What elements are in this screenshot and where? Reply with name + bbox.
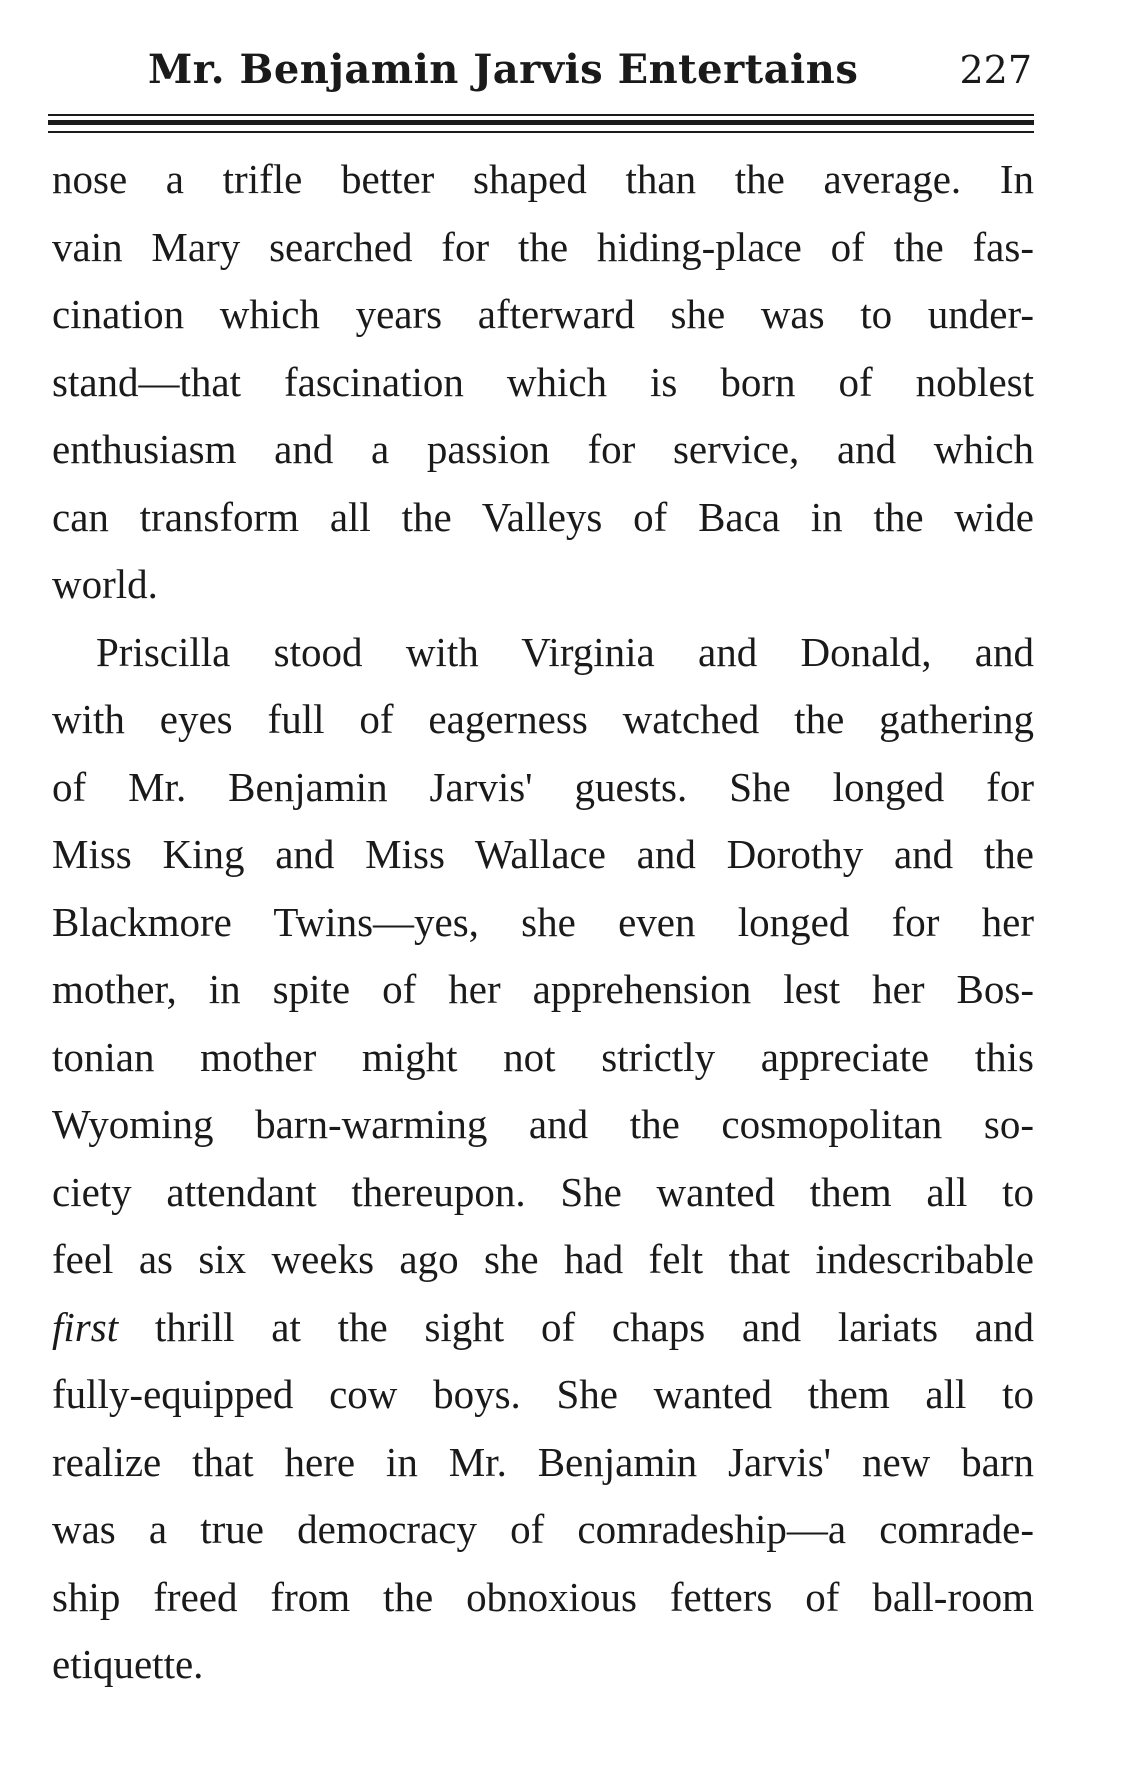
text-line: enthusiasm and a passion for service, and which [52,426,1034,472]
text-line: fully-equipped cow boys. She wanted them all to [52,1371,1034,1417]
text-line: of Mr. Benjamin Jarvis' guests. She longed for [52,763,1034,810]
body-text [52,146,1034,1699]
text-line [52,1294,1034,1362]
running-title: Mr. Benjamin Jarvis Entertains [148,46,859,93]
text-line: Miss King and Miss Wallace and Dorothy and the [52,831,1034,877]
text-line: Wyoming barn-warming and the cosmopolitan so- [52,1101,1034,1147]
text-line: feel as six weeks ago she had felt that indescribable [52,1236,1034,1282]
text-line: can transform all the Valleys of Baca in the wide [52,493,1034,540]
header-rule-thick [48,120,1034,125]
page-number: 227 [959,48,1032,92]
text-line: vain Mary searched for the hiding-place of the fas- [52,223,1034,270]
text-line: stand—that fascination which is born of noblest [52,358,1034,405]
text-span: thrill at the sight of chaps and lariats and [118,1303,1034,1350]
text-line: tonian mother might not strictly appreciate this [52,1033,1034,1080]
italic-word: first [52,1303,119,1350]
text-line: mother, in spite of her apprehension lest her Bos- [52,966,1034,1012]
text-line: Priscilla stood with Virginia and Donald, and [96,628,1034,675]
paragraph-1 [52,146,1034,619]
text-line: nose a trifle better shaped than the average. In [52,156,1034,202]
running-header [48,40,1034,104]
text-line: was a true democracy of comradeship—a comrade- [52,1506,1034,1552]
text-line: Blackmore Twins—yes, she even longed for her [52,898,1034,945]
text-line: with eyes full of eagerness watched the gathering [52,696,1034,742]
text-line: world. [52,561,158,607]
text-line: ciety attendant thereupon. She wanted them all to [52,1168,1034,1215]
header-rule-thin-lower [48,131,1034,133]
text-line: etiquette. [52,1641,204,1687]
paragraph-2 [52,619,1034,1699]
text-line: realize that here in Mr. Benjamin Jarvis' new barn [52,1438,1034,1485]
header-rule-thin [48,114,1034,116]
text-line: ship freed from the obnoxious fetters of ball-room [52,1573,1034,1620]
text-line: cination which years afterward she was to under- [52,291,1034,337]
